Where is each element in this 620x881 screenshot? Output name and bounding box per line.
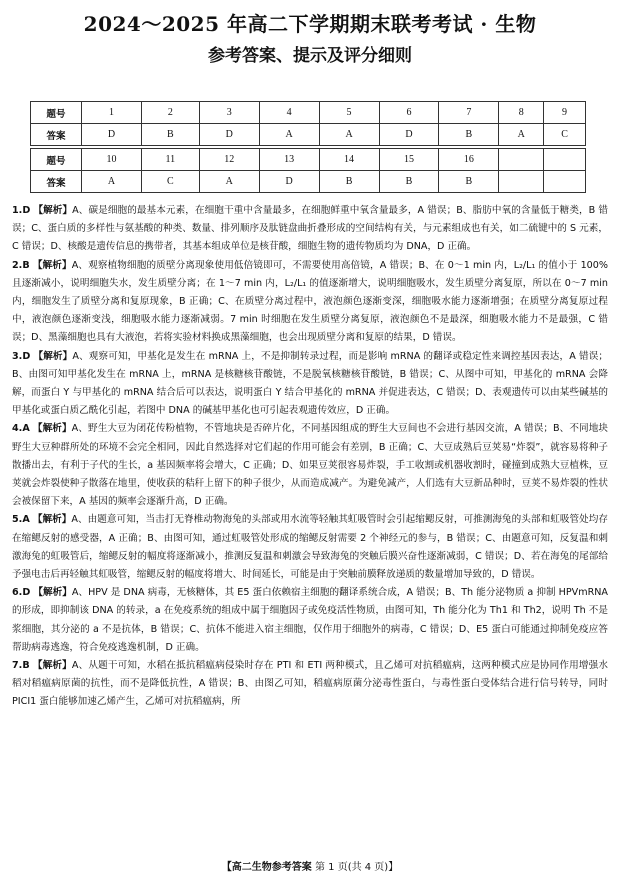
answer-cell: C	[141, 171, 199, 193]
analysis-tag: 【解析】	[33, 205, 73, 216]
answer-cell: B	[439, 171, 499, 193]
footer-label: 【高二生物参考答案	[221, 862, 312, 873]
answer-cell: D	[82, 124, 142, 146]
explanation-item	[12, 657, 608, 712]
question-number: 14	[319, 149, 379, 171]
answer-row-2	[31, 171, 586, 193]
analysis-tag: 【解析】	[33, 587, 72, 599]
question-number: 13	[259, 149, 319, 171]
answer-table	[30, 101, 586, 193]
item-text: A、观察植物细胞的质壁分离现象使用低倍镜即可，不需要使用高倍镜，A 错误；B、在 0～1 min 内，L₂/L₁ 的值小于 100%且逐渐减小，说明细胞失水，发生质壁分离；在 1～7 min 内，L₂/L₁ 的值逐渐增大，说明细胞吸水，发生质壁分离复原，所以在 0～7 min 内，细胞发生了质壁分离和复原现象，B 正确；C、在质壁分离过程中，液泡颜色逐渐变深，细胞吸水能力逐渐增强；在质壁分离复原过程中，液泡颜色逐渐变浅，细胞吸水能力逐渐减弱。7 min 时细胞在发生质壁分离复原，液泡颜色不是最深，细胞吸水能力不是最强，C 错误；D、黑藻细胞也具有大液泡，若将实验材料换成黑藻细胞，也会出现质壁分离和复原的结果，D 错误。	[12, 259, 608, 344]
analysis-tag: 【解析】	[32, 660, 72, 672]
explanation-item	[12, 348, 608, 421]
question-number	[499, 149, 544, 171]
question-number: 3	[199, 102, 259, 124]
row-label-answer: 答案	[31, 171, 82, 193]
answer-cell: D	[259, 171, 319, 193]
explanation-list	[12, 202, 608, 712]
question-number: 11	[141, 149, 199, 171]
answer-cell: A	[259, 124, 319, 146]
explanation-item	[12, 584, 608, 657]
question-number: 1	[82, 102, 142, 124]
answer-cell: C	[544, 124, 586, 146]
answer-row-1	[31, 124, 586, 146]
row-label-number: 题号	[31, 149, 82, 171]
answer-cell: A	[319, 124, 379, 146]
analysis-tag: 【解析】	[32, 423, 72, 435]
answer-cell: D	[199, 124, 259, 146]
explanation-item	[12, 202, 608, 257]
number-row-1	[31, 102, 586, 124]
question-number: 15	[379, 149, 439, 171]
item-number: 3.D	[12, 350, 31, 362]
answer-cell	[544, 171, 586, 193]
page-title: 2024～2025 年高二下学期期末联考考试 · 生物	[83, 12, 537, 36]
question-number: 2	[141, 102, 199, 124]
question-number: 7	[439, 102, 499, 124]
question-number: 9	[544, 102, 586, 124]
answer-cell: B	[141, 124, 199, 146]
item-number: 2.B	[12, 259, 30, 271]
item-text: A、碳是细胞的最基本元素，在细胞干重中含量最多，在细胞鲜重中氧含量最多，A 错误；B、脂肪中氧的含量低于糖类，B 错误；C、蛋白质的多样性与氨基酸的种类、数量、排列顺序及肽链盘曲折叠形成的空间结构有关，与元素组成也有关，如二硫键中的 S 元素，C 错误；D、核酸是遗传信息的携带者，其基本组成单位是核苷酸，细胞生物的遗传物质均为 DNA，D 正确。	[12, 205, 608, 253]
question-number: 4	[259, 102, 319, 124]
page-subtitle: 参考答案、提示及评分细则	[208, 46, 412, 66]
question-number: 12	[199, 149, 259, 171]
number-row-2	[31, 149, 586, 171]
row-label-answer: 答案	[31, 124, 82, 146]
explanation-item	[12, 420, 608, 511]
answer-cell: B	[439, 124, 499, 146]
answer-cell: A	[82, 171, 142, 193]
question-number: 6	[379, 102, 439, 124]
item-number: 5.A	[12, 514, 30, 526]
explanation-item	[12, 511, 608, 584]
question-number: 8	[499, 102, 544, 124]
answer-cell: A	[199, 171, 259, 193]
answer-cell: B	[379, 171, 439, 193]
item-number: 6.D	[12, 587, 31, 599]
analysis-tag: 【解析】	[32, 259, 72, 271]
question-number: 10	[82, 149, 142, 171]
answer-cell	[499, 171, 544, 193]
item-text: A、由题意可知，当击打无脊椎动物海兔的头部或用水流等轻触其虹吸管时会引起缩鳃反射，可推测海兔的头部和虹吸管处均存在缩鳃反射的感受器，A 正确；B、由图可知，通过虹吸管处形成的缩鳃反射需要 2 个神经元的参与，B 错误；C、由题意可知，反复温和刺激海兔的虹吸管后，缩鳃反射的幅度将逐渐减小，推测反复温和刺激会导致海兔的突触后膜兴奋性逐渐减弱，C 错误；D、若在海兔的尾部给予强电击后再轻触其虹吸管，缩鳃反射的幅度将增大、时间延长，可能是由于突触前膜释放递质的数量增加导致的，D 错误。	[12, 514, 609, 581]
page-footer	[0, 858, 620, 873]
item-number: 4.A	[12, 423, 30, 435]
item-text: A、观察可知，甲基化是发生在 mRNA 上，不是抑制转录过程，而是影响 mRNA 的翻译或稳定性来调控基因表达，A 错误；B、由图可知甲基化发生在 mRNA 上，mRNA 是核糖核苷酸链，不是脱氧核糖核苷酸链，B 错误；C、从图中可知，甲基化的 mRNA 会降解，而蛋白 Y 与甲基化的 mRNA 结合后可以表达，说明蛋白 Y 结合甲基化的 mRNA 并促进表达，C 错误；D、表观遗传可以由某些碱基的甲基化或蛋白质乙酰化引起，若图中 DNA 的碱基甲基化也可引起表观遗传效应，D 正确。	[12, 350, 609, 417]
answer-cell: A	[499, 124, 544, 146]
analysis-tag: 【解析】	[32, 514, 72, 526]
item-text: A、野生大豆为闭花传粉植物，不管地块是否碎片化，不同基因组成的野生大豆间也不会进行基因交流，A 错误；B、不同地块野生大豆种群所处的环境不会完全相同，因此自然选择对它们起的作用可能会有差别，B 正确；C、大豆成熟后豆荚易“炸裂”，就容易将种子散播出去，有利于子代的生长，a 基因频率将会增大，C 正确；D、如果豆荚很容易炸裂，手工收割或机器收割时，碰撞到成熟大豆植株，豆荚就会炸裂使种子散落在地里，使收获的秸秆上留下的种子很少，从而造成减产。为避免减产，人们选有大豆新品种时，豆荚不易炸裂的性状会被保留下来，A 基因的频率会逐渐升高，D 正确。	[12, 423, 609, 508]
explanation-item	[12, 257, 608, 348]
footer-page-info: 第 1 页(共 4 页)】	[314, 862, 399, 873]
item-number: 1.D	[12, 205, 31, 216]
question-number: 5	[319, 102, 379, 124]
question-number	[544, 149, 586, 171]
answer-cell: B	[319, 171, 379, 193]
answer-cell: D	[379, 124, 439, 146]
analysis-tag: 【解析】	[33, 350, 73, 362]
row-label-number: 题号	[31, 102, 82, 124]
item-text: A、HPV 是 DNA 病毒，无核糖体，其 E5 蛋白依赖宿主细胞的翻译系统合成，A 错误；B、Th 能分泌物质 a 抑制 HPVmRNA 的形成，即抑制该 DNA 的转录，a 在免疫系统的组成中属于细胞因子或免疫活性物质，由图可知，Th 能分化为 Th1 和 Th2，说明 Th 不是浆细胞，其分泌的 a 不是抗体，B 错误；C、抗体不能进入宿主细胞，仅作用于细胞外的病毒，C 错误；D、E5 蛋白可能通过抑制免疫应答帮助病毒逃逸，符合免疫逃逸机制，D 正确。	[12, 587, 608, 653]
item-number: 7.B	[12, 660, 30, 672]
question-number: 16	[439, 149, 499, 171]
item-text: A、从题干可知，水稻在抵抗稻瘟病侵染时存在 PTI 和 ETI 两种模式，且乙烯可对抗稻瘟病，这两种模式应是协同作用增强水稻对稻瘟病原菌的抗性，而不是降低抗性，A 错误；B、由图乙可知，稻瘟病原菌分泌毒性蛋白，与毒性蛋白受体结合进行信号转导，同时 PICI1 蛋白能够加速乙烯产生，乙烯可对抗稻瘟病，所	[12, 660, 609, 708]
